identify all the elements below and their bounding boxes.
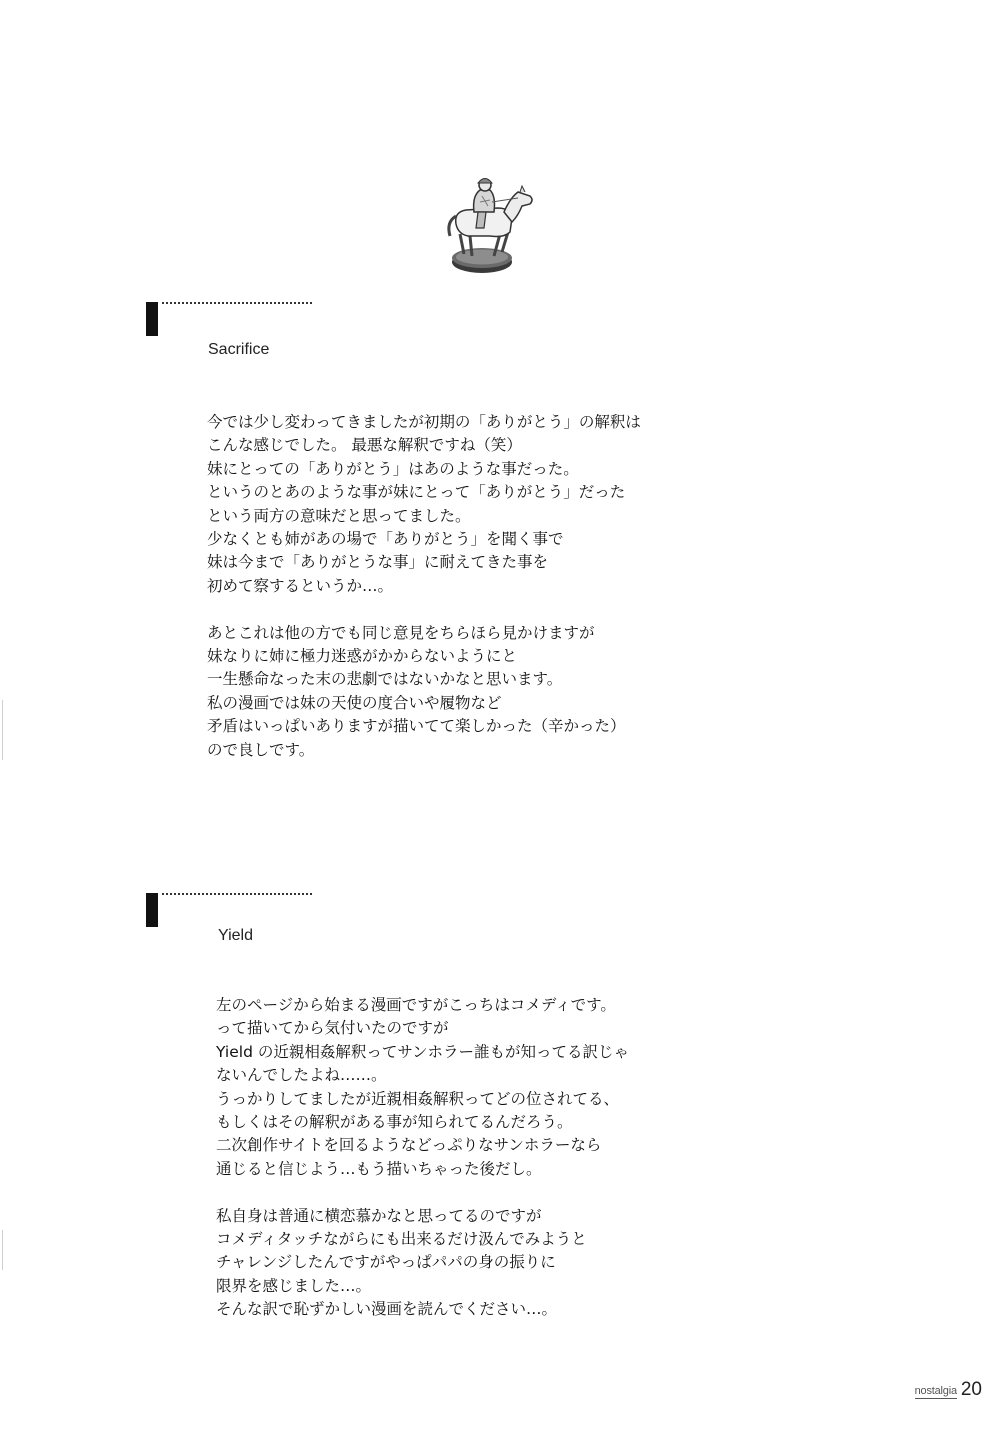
text-line: こんな感じでした。 最悪な解釈ですね（笑） (207, 436, 522, 455)
publication-title: nostalgia (914, 1385, 957, 1397)
scan-edge-mark (2, 1230, 3, 1270)
text-line: コメディタッチながらにも出来るだけ汲んでみようと (216, 1230, 587, 1249)
text-line: 矛盾はいっぱいありますが描いてて楽しかった（辛かった） (207, 717, 626, 736)
text-line: あとこれは他の方でも同じ意見をちらほら見かけますが (207, 623, 595, 642)
section-title-sacrifice: Sacrifice (208, 341, 270, 358)
section-marker (146, 893, 158, 927)
text-line: って描いてから気付いたのですが (216, 1019, 449, 1038)
text-line: Yield の近親相姦解釈ってサンホラー誰もが知ってる訳じゃ (216, 1042, 630, 1061)
text-line: 初めて察するというか…。 (207, 576, 394, 595)
text-line: 限界を感じました…。 (216, 1276, 372, 1295)
section-body-sacrifice (207, 411, 641, 762)
text-line: もしくはその解釈がある事が知られてるんだろう。 (216, 1113, 573, 1132)
text-line: 妹なりに姉に極力迷惑がかからないようにと (207, 647, 518, 666)
page-footer (915, 1380, 982, 1399)
text-line: 少なくとも姉があの場で「ありがとう」を聞く事で (207, 530, 564, 549)
knight-on-horse-icon (440, 172, 540, 282)
section-marker (146, 302, 158, 336)
text-line: チャレンジしたんですがやっぱパパの身の振りに (216, 1253, 556, 1272)
text-line: 妹にとっての「ありがとう」はあのような事だった。 (207, 459, 579, 478)
text-line: 二次創作サイトを回るようなどっぷりなサンホラーなら (216, 1136, 602, 1155)
section-body-yield (216, 994, 629, 1322)
scan-edge-mark (2, 700, 3, 760)
paragraph-gap (216, 1181, 629, 1204)
text-line: 一生懸命なった末の悲劇ではないかなと思います。 (207, 670, 563, 689)
text-line: というのとあのような事が妹にとって「ありがとう」だった (207, 483, 626, 502)
section-title-yield: Yield (218, 927, 253, 944)
text-line: ので良しです。 (207, 740, 315, 759)
text-line: 妹は今まで「ありがとうな事」に耐えてきた事を (207, 553, 549, 572)
page-number: 20 (960, 1379, 982, 1400)
text-line: 左のページから始まる漫画ですがこっちはコメディです。 (216, 996, 616, 1014)
text-line: 私の漫画では妹の天使の度合いや履物など (207, 693, 502, 712)
text-line: ないんでしたよね……。 (216, 1066, 387, 1085)
text-line: そんな訳で恥ずかしい漫画を読んでください…。 (216, 1300, 558, 1319)
text-line: 通じると信じよう…もう描いちゃった後だし。 (216, 1159, 542, 1178)
text-line: という両方の意味だと思ってました。 (207, 506, 471, 525)
text-line: 私自身は普通に横恋慕かなと思ってるのですが (216, 1206, 542, 1225)
text-line: 今では少し変わってきましたが初期の「ありがとう」の解釈は (207, 413, 641, 431)
paragraph-gap (207, 598, 641, 621)
section-divider (162, 893, 312, 895)
section-divider (162, 302, 312, 304)
text-line: うっかりしてましたが近親相姦解釈ってどの位されてる、 (216, 1089, 620, 1108)
